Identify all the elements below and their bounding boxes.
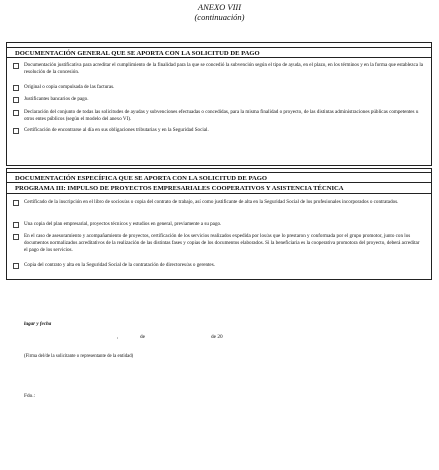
- checkbox[interactable]: [13, 85, 19, 91]
- checkbox[interactable]: [13, 234, 19, 240]
- checkbox[interactable]: [13, 97, 19, 103]
- annex-title: ANEXO VIII: [197, 2, 242, 12]
- specific-item-text: Certificado de la inscripción en el libro de socios/as o copia del contrato de trabajo, así como justificante de alta en la Seguridad Social de los profesionales incorporados o contratados.: [24, 199, 399, 205]
- general-documentation-heading: DOCUMENTACIÓN GENERAL QUE SE APORTA CON LA SOLICITUD DE PAGO: [7, 47, 431, 58]
- place-date-label: lugar y fecha: [24, 322, 52, 327]
- general-item-text: Original o copia compulsada de las facturas.: [24, 84, 115, 90]
- checkbox[interactable]: [13, 263, 19, 269]
- general-item-text: Declaración del conjunto de todas las solicitudes de ayudas y subvenciones efectuadas o concedidas, para la misma finalidad o proyecto, de las distintas administraciones públicas competentes u otros entes públicos (según el modelo del anexo VI).: [24, 109, 419, 122]
- specific-item-text: Una copia del plan empresarial, proyectos técnicos y estudios en general, previamente a su pago.: [24, 221, 222, 227]
- checkbox[interactable]: [13, 110, 19, 116]
- date-de: de: [140, 334, 145, 340]
- program-heading: PROGRAMA III: IMPULSO DE PROYECTOS EMPRESARIALES COOPERATIVOS Y ASISTENCIA TÉCNICA: [7, 183, 431, 194]
- specific-documentation-heading: DOCUMENTACIÓN ESPECÍFICA QUE SE APORTA CON LA SOLICITUD DE PAGO: [7, 172, 431, 183]
- checkbox[interactable]: [13, 200, 19, 206]
- specific-documentation-section: [6, 168, 432, 280]
- general-item-text: Documentación justificativa para acreditar el cumplimiento de la finalidad para la que se concedió la subvención según el tipo de ayuda, en el plazo, en los términos y en la forma que establezca la resolución de la concesión.: [24, 62, 423, 75]
- specific-item-text: Copia del contrato y alta en la Seguridad Social de la contratación de directores/as o gerentes.: [24, 262, 215, 268]
- general-documentation-section: [6, 42, 432, 166]
- signature-caption: (Firma del/de la solicitante o representante de la entidad): [24, 354, 134, 359]
- annex-subtitle: (continuación): [194, 12, 245, 22]
- signed-by-label: Fdo.:: [24, 393, 36, 399]
- general-item-text: Certificación de encontrarse al día en sus obligaciones tributarias y en la Seguridad Social.: [24, 127, 209, 133]
- checkbox[interactable]: [13, 222, 19, 228]
- date-comma: ,: [117, 334, 119, 340]
- date-year-prefix: de 20: [211, 334, 223, 340]
- checkbox[interactable]: [13, 128, 19, 134]
- checkbox[interactable]: [13, 63, 19, 69]
- specific-item-text: En el caso de asesoramiento y acompañamiento de proyectos, certificación de los servicios realizados expedida por los/as que lo prestaron y conformada por el grupo promotor, junto con los documentos normalizados acreditativos de la realización de las distintas fases y copias de los documentos elaborados. Si la beneficiaria es la cooperativa promotora del proyecto, deberá acreditar el pago de los servicios.: [24, 233, 420, 253]
- general-item-text: Justificantes bancarios de pago.: [24, 96, 89, 102]
